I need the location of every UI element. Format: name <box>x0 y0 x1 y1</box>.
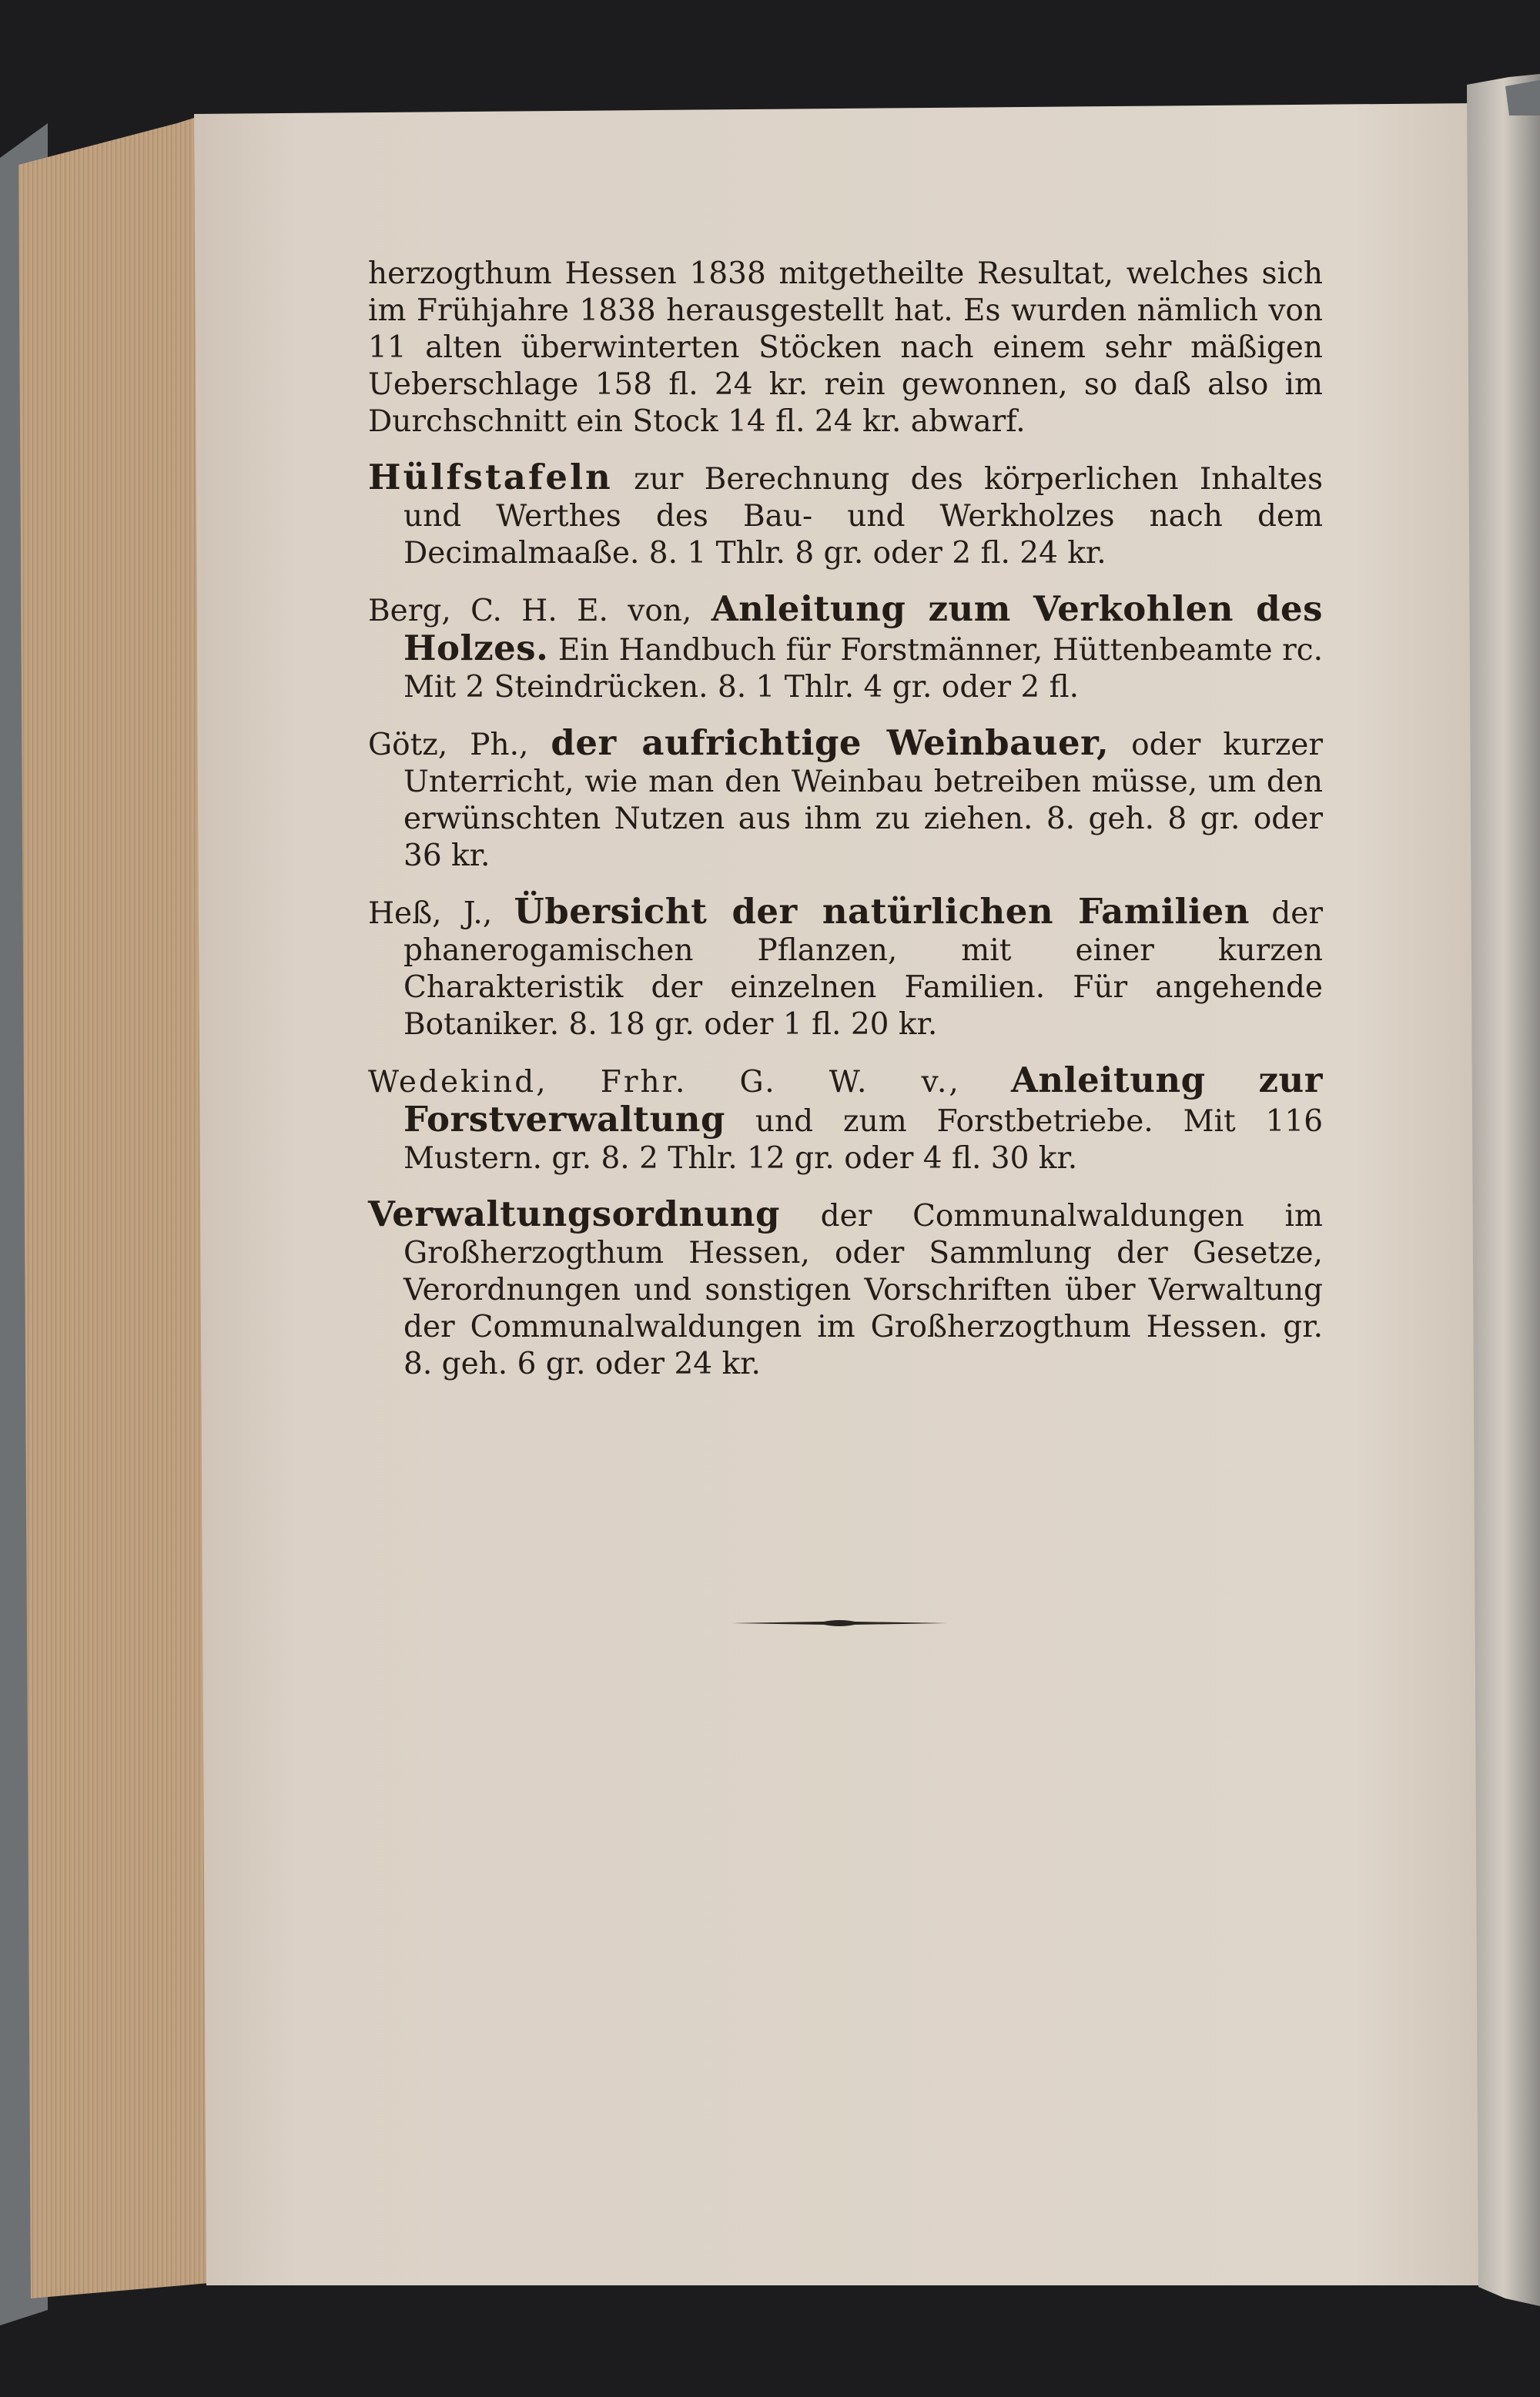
entry-title: Anleitung zur Forstverwaltung <box>403 1060 1323 1140</box>
entry-text: oder kurzer Unterricht, wie man den Weinbau betreiben müsse, um den erwünschten Nutzen aus ihm zu ziehen. 8. geh. 8 gr. oder 36 kr. <box>403 728 1323 873</box>
entry-text: herzogthum Hessen 1838 mitgetheilte Resultat, welches sich im Frühjahre 1838 herausgestellt hat. Es wurden nämlich von 11 alten überwinterten Stöcken nach einem sehr mäßigen Ueberschlage 158 fl. 24 kr. rein gewonnen, so daß also im Durchschnitt ein Stock 14 fl. 24 kr. abwarf. <box>368 256 1323 439</box>
entry-text: und zum Forstbetriebe. Mit 116 Mustern. gr. 8. 2 Thlr. 12 gr. oder 4 fl. 30 kr. <box>403 1104 1324 1176</box>
entry-verwaltungsordnung <box>368 1193 1323 1383</box>
entry-author: Wedekind, Frhr. G. W. v., <box>368 1065 961 1100</box>
entry-title: Anleitung zum Verkohlen des Holzes. <box>403 588 1323 668</box>
entry-title: der aufrichtige Weinbauer, <box>551 722 1110 763</box>
entry-text: der phanerogamischen Pflanzen, mit einer kurzen Charakteristik der einzelnen Familien. Für angehende Botaniker. 8. 18 gr. oder 1 fl. 20 kr. <box>403 896 1324 1042</box>
entry-text: zur Berechnung des körperlichen Inhaltes und Werthes des Bau- und Werkholzes nach dem Decimalmaaße. 8. 1 Thlr. 8 gr. oder 2 fl. 24 kr. <box>403 462 1323 571</box>
end-ornament-rule <box>732 1617 947 1629</box>
entry-text: der Communalwaldungen im Großherzogthum Hessen, oder Sammlung der Gesetze, Verordnungen und sonstigen Vorschriften über Verwaltung der Communalwaldungen im Großherzogthum Hessen. gr. 8. geh. 6 gr. oder 24 kr. <box>403 1199 1323 1381</box>
entry-title: Übersicht der natürlichen Familien <box>514 891 1250 932</box>
entry-berg <box>368 588 1323 706</box>
page-text <box>368 256 1323 1401</box>
book-cover-right <box>1505 80 1540 115</box>
entry-text: Ein Handbuch für Forstmänner, Hüttenbeamte rc. Mit 2 Steindrücken. 8. 1 Thlr. 4 gr. oder 2 fl. <box>403 633 1323 705</box>
entry-author: Berg, C. H. E. von, <box>368 594 692 628</box>
entry-author: Götz, Ph., <box>368 728 529 762</box>
book-right-edge <box>1467 74 1540 2306</box>
entry-wedekind <box>368 1062 1323 1177</box>
page-block-edges <box>18 114 209 2298</box>
entry-title: Verwaltungsordnung <box>368 1193 780 1234</box>
entry-huelfstafeln <box>368 459 1323 572</box>
entry-title: Hülfstafeln <box>368 457 613 497</box>
entry-goetz <box>368 722 1323 875</box>
entry-hess <box>368 893 1323 1043</box>
entry-intro <box>368 256 1323 440</box>
entry-author: Heß, J., <box>368 896 493 931</box>
